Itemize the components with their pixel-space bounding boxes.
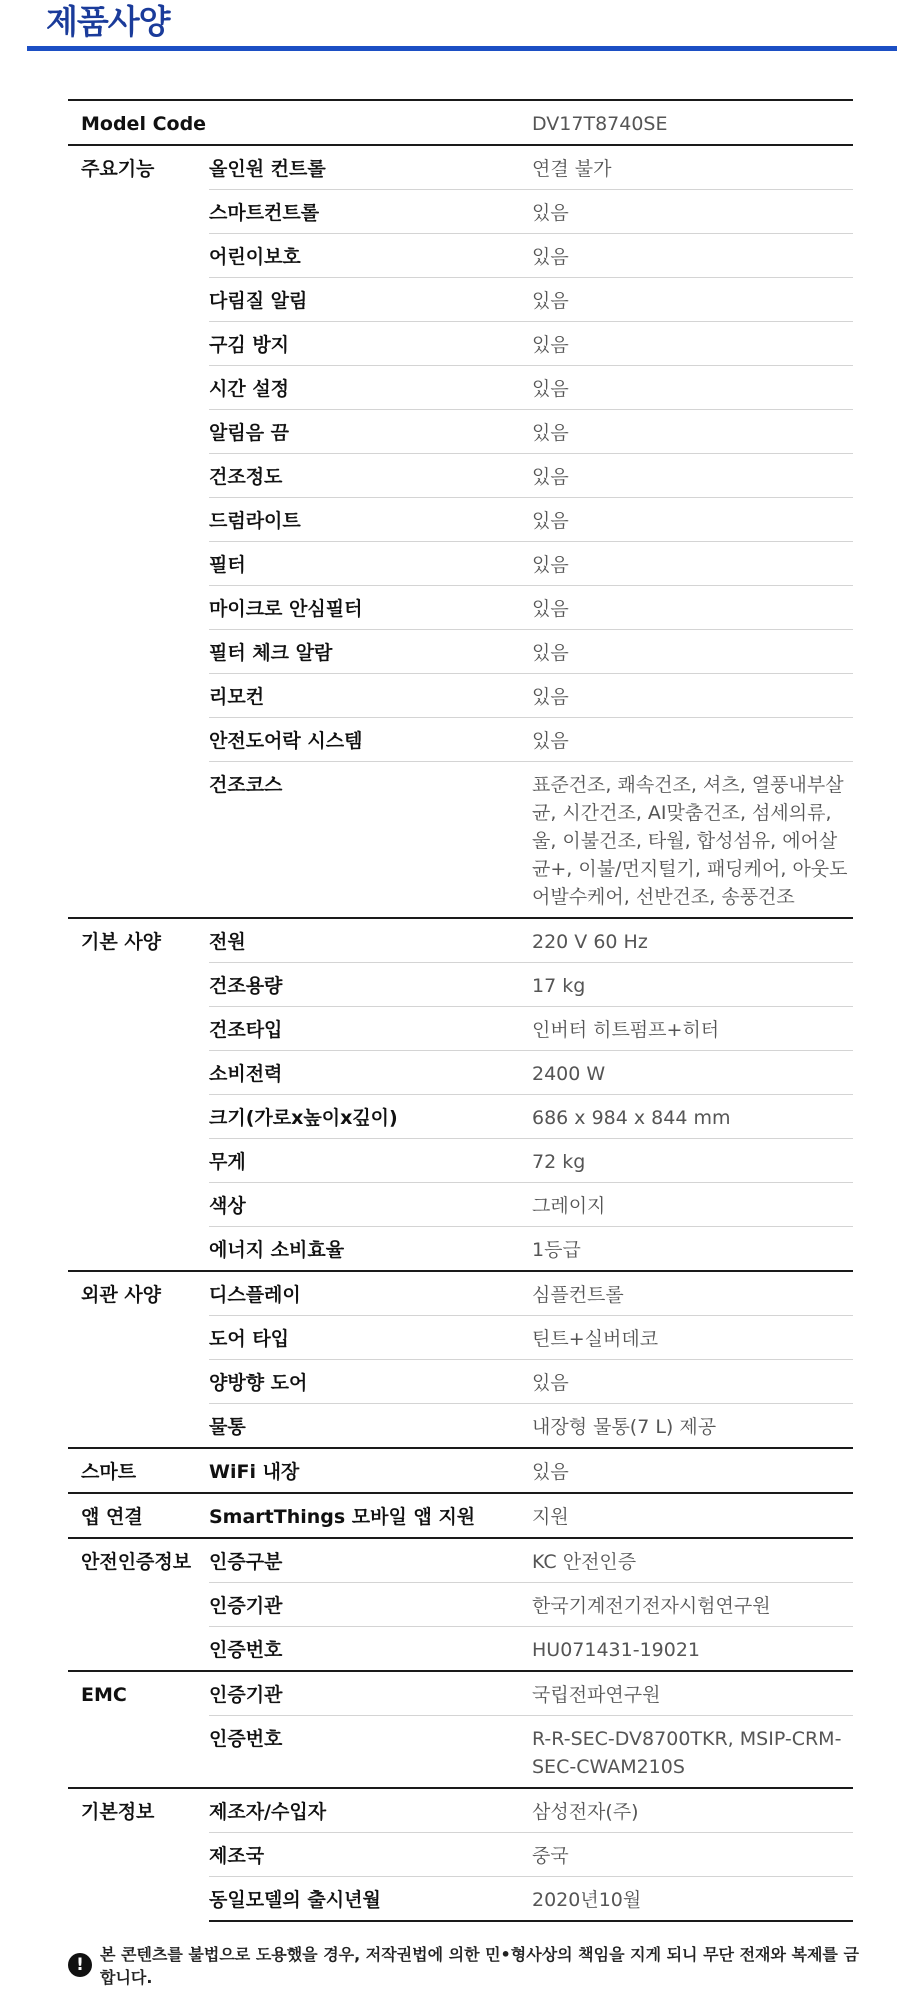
spec-label: 인증번호 bbox=[209, 1716, 532, 1789]
spec-value: 72 kg bbox=[532, 1139, 853, 1183]
spec-label: 올인원 컨트롤 bbox=[209, 145, 532, 190]
spec-row bbox=[68, 1788, 853, 1833]
spec-label: 에너지 소비효율 bbox=[209, 1227, 532, 1272]
spec-value: 있음 bbox=[532, 586, 853, 630]
copyright-text: 본 콘텐츠를 불법으로 도용했을 경우, 저작권법에 의한 민•형사상의 책임을 지게 되니 무단 전재와 복제를 금합니다. bbox=[100, 1945, 859, 1987]
spec-label: 건조타입 bbox=[209, 1007, 532, 1051]
spec-label: 물통 bbox=[209, 1404, 532, 1449]
title-underline bbox=[27, 46, 897, 51]
spec-label: 스마트컨트롤 bbox=[209, 190, 532, 234]
spec-value: 686 x 984 x 844 mm bbox=[532, 1095, 853, 1139]
spec-label: 인증기관 bbox=[209, 1583, 532, 1627]
spec-value: 있음 bbox=[532, 630, 853, 674]
spec-value: 있음 bbox=[532, 322, 853, 366]
spec-group-label: 안전인증정보 bbox=[68, 1538, 209, 1671]
spec-value: KC 안전인증 bbox=[532, 1538, 853, 1583]
spec-label: 도어 타입 bbox=[209, 1316, 532, 1360]
spec-value: 국립전파연구원 bbox=[532, 1671, 853, 1716]
spec-value: 그레이지 bbox=[532, 1183, 853, 1227]
spec-row bbox=[68, 1671, 853, 1716]
spec-label: 양방향 도어 bbox=[209, 1360, 532, 1404]
spec-row bbox=[68, 1493, 853, 1538]
spec-label: 다림질 알림 bbox=[209, 278, 532, 322]
spec-value: 표준건조, 쾌속건조, 셔츠, 열풍내부살균, 시간건조, AI맞춤건조, 섬세의류, 울, 이불건조, 타월, 합성섬유, 에어살균+, 이불/먼지털기, 패딩케어, 아웃도어발수케어, 선반건조, 송풍건조 bbox=[532, 762, 853, 919]
spec-row bbox=[68, 918, 853, 963]
spec-label: 드럼라이트 bbox=[209, 498, 532, 542]
spec-row bbox=[68, 1538, 853, 1583]
spec-row bbox=[68, 1271, 853, 1316]
page-title: 제품사양 bbox=[46, 2, 170, 41]
spec-value: 있음 bbox=[532, 498, 853, 542]
spec-value: 연결 불가 bbox=[532, 145, 853, 190]
spec-label: 소비전력 bbox=[209, 1051, 532, 1095]
spec-label: 건조코스 bbox=[209, 762, 532, 919]
spec-label: 전원 bbox=[209, 918, 532, 963]
spec-row-model-code bbox=[68, 100, 853, 145]
spec-label: 필터 체크 알람 bbox=[209, 630, 532, 674]
spec-value: 지원 bbox=[532, 1493, 853, 1538]
spec-label: WiFi 내장 bbox=[209, 1448, 532, 1493]
spec-group-label: 스마트 bbox=[68, 1448, 209, 1493]
spec-value: 있음 bbox=[532, 718, 853, 762]
spec-label: 건조정도 bbox=[209, 454, 532, 498]
spec-value: 있음 bbox=[532, 1360, 853, 1404]
spec-row bbox=[68, 145, 853, 190]
spec-value: 틴트+실버데코 bbox=[532, 1316, 853, 1360]
spec-value: 삼성전자(주) bbox=[532, 1788, 853, 1833]
spec-label: 제조자/수입자 bbox=[209, 1788, 532, 1833]
spec-value: 한국기계전기전자시험연구원 bbox=[532, 1583, 853, 1627]
spec-value: 있음 bbox=[532, 190, 853, 234]
spec-value: R-R-SEC-DV8700TKR, MSIP-CRM-SEC-CWAM210S bbox=[532, 1716, 853, 1789]
spec-value: 인버터 히트펌프+히터 bbox=[532, 1007, 853, 1051]
spec-label: 안전도어락 시스템 bbox=[209, 718, 532, 762]
spec-group-label: 기본 사양 bbox=[68, 918, 209, 1271]
spec-group-label: 외관 사양 bbox=[68, 1271, 209, 1448]
spec-label: 건조용량 bbox=[209, 963, 532, 1007]
spec-group-label: 기본정보 bbox=[68, 1788, 209, 1921]
spec-label: 마이크로 안심필터 bbox=[209, 586, 532, 630]
spec-value: 중국 bbox=[532, 1833, 853, 1877]
spec-row bbox=[68, 1448, 853, 1493]
spec-value: 심플컨트롤 bbox=[532, 1271, 853, 1316]
spec-value: 있음 bbox=[532, 234, 853, 278]
copyright-notice bbox=[68, 1942, 868, 1988]
spec-value: 있음 bbox=[532, 1448, 853, 1493]
spec-value: 있음 bbox=[532, 366, 853, 410]
spec-label: 인증번호 bbox=[209, 1627, 532, 1672]
model-code-label: Model Code bbox=[68, 100, 532, 145]
spec-value: HU071431-19021 bbox=[532, 1627, 853, 1672]
spec-label: 디스플레이 bbox=[209, 1271, 532, 1316]
spec-label: 인증구분 bbox=[209, 1538, 532, 1583]
spec-table bbox=[68, 99, 853, 1922]
spec-label: 시간 설정 bbox=[209, 366, 532, 410]
spec-value: 있음 bbox=[532, 454, 853, 498]
spec-group-label: EMC bbox=[68, 1671, 209, 1788]
model-code-value: DV17T8740SE bbox=[532, 100, 853, 145]
exclamation-circle-icon: ! bbox=[68, 1953, 92, 1977]
spec-label: 리모컨 bbox=[209, 674, 532, 718]
spec-value: 220 V 60 Hz bbox=[532, 918, 853, 963]
spec-label: 색상 bbox=[209, 1183, 532, 1227]
spec-value: 17 kg bbox=[532, 963, 853, 1007]
spec-value: 2020년10월 bbox=[532, 1877, 853, 1922]
spec-label: 인증기관 bbox=[209, 1671, 532, 1716]
spec-group-label: 앱 연결 bbox=[68, 1493, 209, 1538]
spec-value: 있음 bbox=[532, 410, 853, 454]
spec-label: 동일모델의 출시년월 bbox=[209, 1877, 532, 1922]
spec-group-label: 주요기능 bbox=[68, 145, 209, 918]
spec-label: SmartThings 모바일 앱 지원 bbox=[209, 1493, 532, 1538]
spec-value: 2400 W bbox=[532, 1051, 853, 1095]
spec-label: 무게 bbox=[209, 1139, 532, 1183]
spec-value: 있음 bbox=[532, 278, 853, 322]
spec-label: 알림음 끔 bbox=[209, 410, 532, 454]
spec-label: 어린이보호 bbox=[209, 234, 532, 278]
spec-label: 크기(가로x높이x깊이) bbox=[209, 1095, 532, 1139]
spec-value: 내장형 물통(7 L) 제공 bbox=[532, 1404, 853, 1449]
spec-value: 있음 bbox=[532, 542, 853, 586]
spec-label: 제조국 bbox=[209, 1833, 532, 1877]
spec-label: 필터 bbox=[209, 542, 532, 586]
spec-label: 구김 방지 bbox=[209, 322, 532, 366]
spec-value: 1등급 bbox=[532, 1227, 853, 1272]
spec-value: 있음 bbox=[532, 674, 853, 718]
